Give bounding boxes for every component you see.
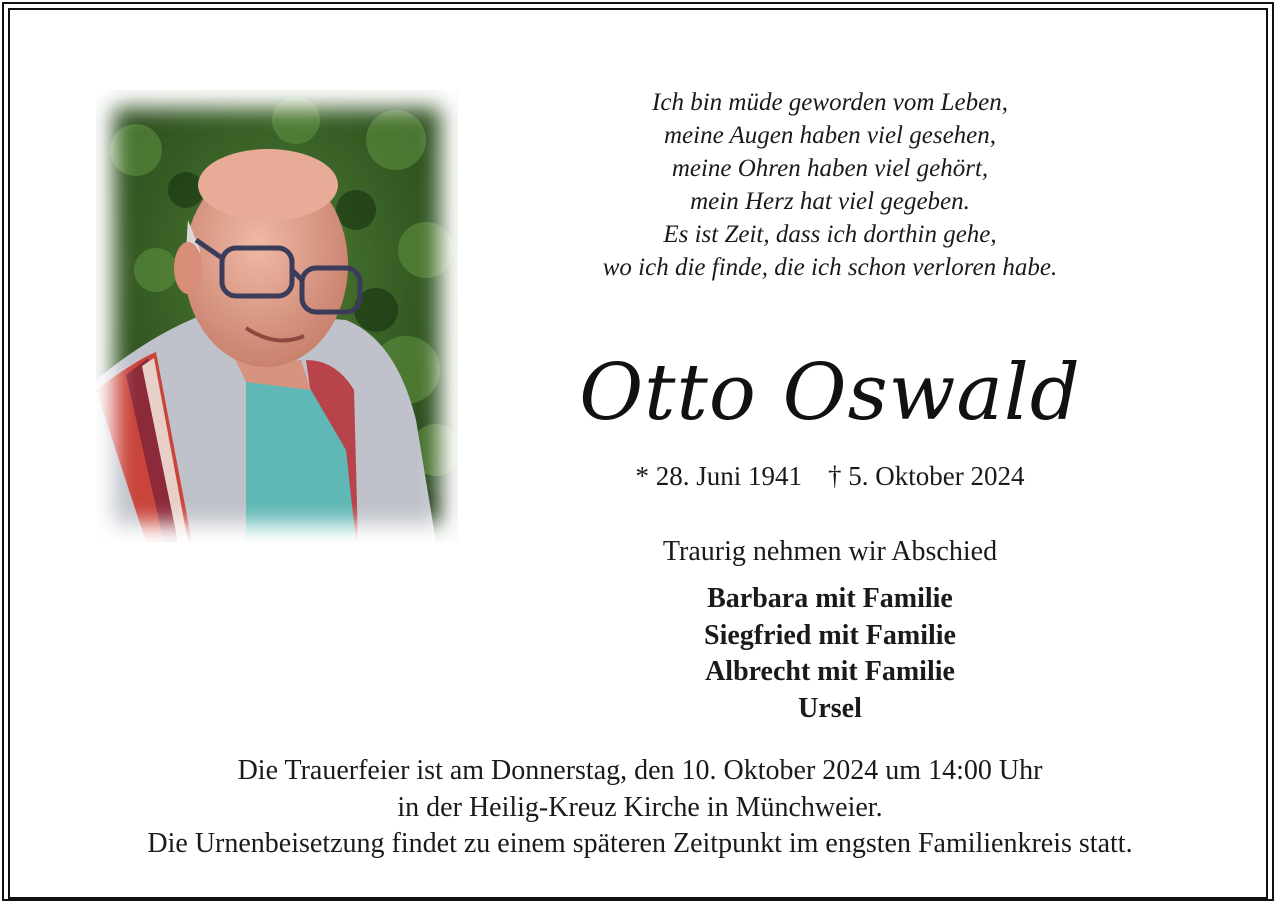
birth-date: * 28. Juni 1941 (635, 461, 803, 491)
family-list (520, 581, 1140, 727)
poem-line: Ich bin müde geworden vom Leben, (652, 89, 1008, 116)
details-line: in der Heilig-Kreuz Kirche in Münchweier. (397, 791, 883, 823)
poem-line: mein Herz hat viel gegeben. (690, 188, 970, 215)
poem-line: meine Ohren haben viel gehört, (671, 155, 989, 182)
portrait-photo (96, 90, 458, 542)
mourning-line: Traurig nehmen wir Abschied (662, 536, 998, 567)
poem-line: wo ich die finde, die ich schon verloren habe. (602, 254, 1058, 281)
details-line: Die Urnenbeisetzung findet zu einem späteren Zeitpunkt im engsten Familienkreis statt. (147, 828, 1133, 859)
poem-line: Es ist Zeit, dass ich dorthin gehe, (663, 221, 997, 248)
poem (520, 86, 1140, 284)
family-member: Barbara mit Familie (707, 583, 953, 614)
family-member: Ursel (798, 692, 862, 724)
death-date: † 5. Oktober 2024 (828, 461, 1025, 491)
family-member: Siegfried mit Familie (704, 619, 956, 651)
ceremony-details (30, 753, 1250, 863)
poem-line: meine Augen haben viel gesehen, (663, 122, 997, 149)
life-dates (520, 458, 1140, 494)
deceased-name: Otto Oswald (579, 348, 1081, 438)
family-member: Albrecht mit Familie (705, 656, 955, 687)
details-line: Die Trauerfeier ist am Donnerstag, den 10. Oktober 2024 um 14:00 Uhr (237, 755, 1043, 786)
